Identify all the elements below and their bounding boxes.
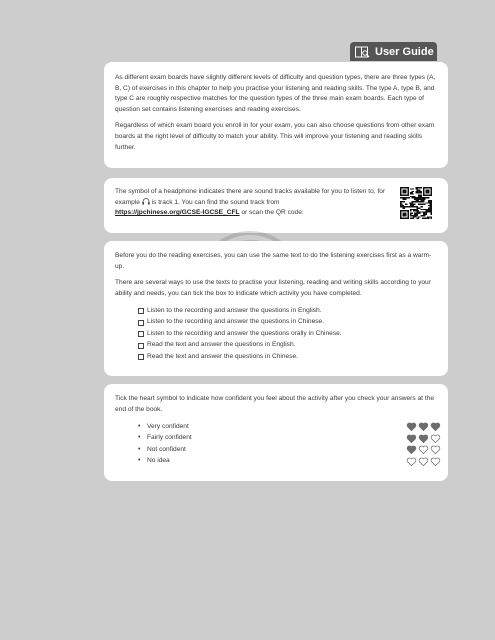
activity-label: Listen to the recording and answer the questions in Chinese. (147, 318, 325, 326)
activity-checkbox[interactable] (138, 320, 144, 326)
confidence-intro: Tick the heart symbol to indicate how confident you feel about the activity after you check your answers at the end of the book. (115, 395, 434, 413)
heart-rating (406, 457, 441, 467)
heart-outline-icon[interactable] (430, 457, 441, 467)
bullet: • (138, 457, 141, 465)
heart-filled-icon[interactable] (406, 422, 417, 432)
audio-text: The symbol of a headphone indicates there are sound tracks available for you to listen to, for example is track 1. You can find the sound track from https://jpchinese.org/GCSE-IGCSE_CFL or scan the QR code: (115, 188, 386, 217)
confidence-item (138, 433, 438, 445)
confidence-list (138, 421, 438, 467)
confidence-label: No idea (147, 457, 170, 465)
user-guide-badge (350, 42, 437, 61)
badge-label: User Guide (375, 45, 434, 58)
activity-item (138, 317, 437, 329)
heart-filled-icon[interactable] (418, 422, 429, 432)
activity-label: Read the text and answer the questions in Chinese. (147, 352, 299, 360)
heart-outline-icon[interactable] (418, 457, 429, 467)
headphone-icon (142, 198, 150, 205)
heart-filled-icon[interactable] (406, 434, 417, 444)
activity-label: Listen to the recording and answer the questions orally in Chinese. (147, 329, 342, 337)
activity-label: Read the text and answer the questions in English. (147, 341, 296, 349)
bullet: • (138, 445, 141, 453)
activity-item (138, 328, 437, 340)
intro-paragraph-1: As different exam boards have slightly different levels of difficulty and question types, there are three types (A, B, C) of exercises in this chapter to help you practise your listening and reading skills. The type A, type B, and type C are roughly respective matches for the question types of the three main exam boards. Each type of question set contains listening exercises and reading exercises. (115, 74, 436, 113)
bullet: • (138, 434, 141, 442)
activities-paragraph-1: Before you do the reading exercises, you can use the same text to do the listening exercises first as a warm-up. (115, 252, 432, 270)
activity-checkbox[interactable] (138, 308, 144, 314)
heart-rating (406, 422, 441, 432)
heart-filled-icon[interactable] (430, 422, 441, 432)
activity-checklist (138, 305, 437, 363)
activities-card (104, 241, 448, 376)
audio-card (104, 178, 448, 233)
activity-checkbox[interactable] (138, 354, 144, 360)
confidence-item (138, 421, 438, 433)
heart-rating (406, 434, 441, 444)
heart-outline-icon[interactable] (406, 457, 417, 467)
activity-label: Listen to the recording and answer the questions in English. (147, 306, 322, 314)
heart-outline-icon[interactable] (418, 445, 429, 455)
heart-outline-icon[interactable] (430, 445, 441, 455)
activity-checkbox[interactable] (138, 343, 144, 349)
book-search-icon (355, 46, 370, 58)
activity-item (138, 305, 437, 317)
heart-filled-icon[interactable] (406, 445, 417, 455)
intro-paragraph-2: Regardless of which exam board you enroll in for your exam, you can also choose questions from other exam boards at the right level of difficulty to match your ability. This will improve your listening and reading skills further. (115, 122, 435, 151)
heart-rating (406, 445, 441, 455)
soundtrack-link[interactable]: https://jpchinese.org/GCSE-IGCSE_CFL (115, 209, 240, 217)
confidence-item (138, 456, 438, 468)
activities-paragraph-2: There are several ways to use the texts to practise your listening, reading and writing skills according to your ability and needs, you can tick the box to indicate which activity you have completed. (115, 279, 431, 297)
activity-item (138, 351, 437, 363)
heart-outline-icon[interactable] (430, 434, 441, 444)
activity-checkbox[interactable] (138, 331, 144, 337)
intro-card (104, 62, 448, 168)
confidence-item (138, 444, 438, 456)
confidence-label: Very confident (147, 422, 189, 430)
confidence-label: Not confident (147, 445, 186, 453)
bullet: • (138, 422, 141, 430)
heart-filled-icon[interactable] (418, 434, 429, 444)
confidence-card (104, 384, 448, 481)
activity-item (138, 340, 437, 352)
confidence-label: Fairly confident (147, 434, 192, 442)
qr-code[interactable] (400, 187, 432, 219)
